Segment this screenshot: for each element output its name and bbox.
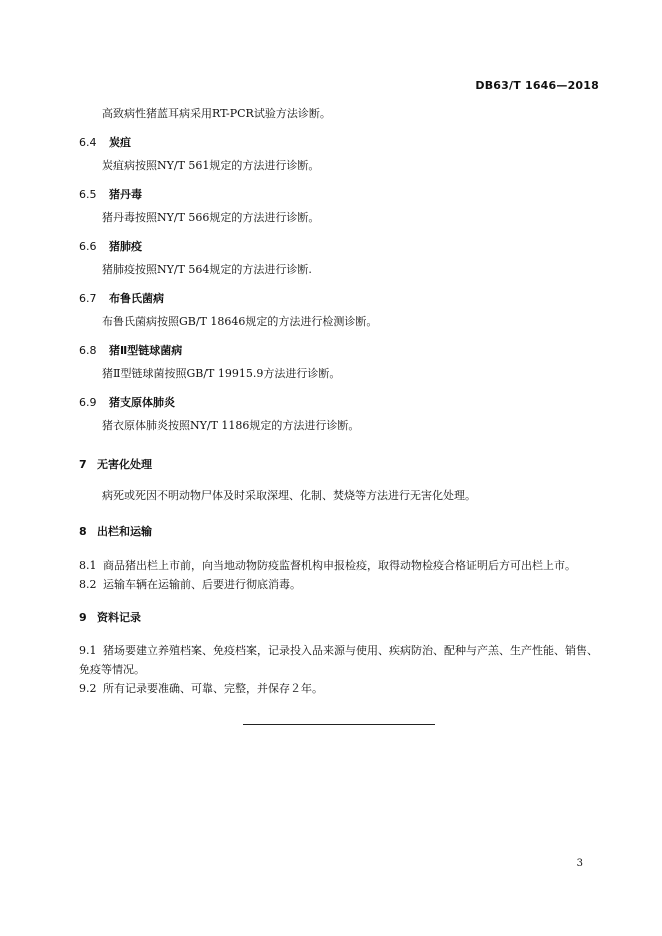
subsection-title: 猪支原体肺炎 (109, 396, 175, 409)
item-text: 所有记录要准确、可靠、完整，并保存２年。 (103, 682, 323, 695)
subsection-title: 猪Ⅱ型链球菌病 (109, 344, 183, 357)
subsection-number: 6.5 (79, 188, 97, 201)
section-title: 资料记录 (97, 611, 141, 624)
subsection-text: 布鲁氏菌病按照GB/T 18646规定的方法进行检测诊断。 (102, 315, 378, 328)
document-code: DB63/T 1646—2018 (475, 79, 599, 92)
item-text: 商品猪出栏上市前，向当地动物防疫监督机构申报检疫，取得动物检疫合格证明后方可出栏上市。 (103, 559, 576, 572)
item-text: 猪场要建立养殖档案、免疫档案，记录投入品来源与使用、疾病防治、配种与产羔、生产性能、销售、免疫等情况。 (79, 644, 598, 676)
subsection-heading (79, 238, 142, 254)
subsection-title: 猪肺疫 (109, 240, 142, 253)
subsection-heading (79, 394, 175, 410)
section-heading (79, 456, 152, 472)
item-number: 8.1 (79, 559, 97, 572)
page-number: 3 (576, 858, 583, 869)
end-rule (243, 724, 435, 725)
subsection-number: 6.7 (79, 292, 97, 305)
subsection-heading (79, 134, 131, 150)
subsection-heading (79, 186, 142, 202)
subsection-text: 炭疽病按照NY/T 561规定的方法进行诊断。 (102, 159, 320, 172)
subsection-title: 猪丹毒 (109, 188, 142, 201)
section-number: 8 (79, 525, 87, 538)
subsection-title: 布鲁氏菌病 (109, 292, 164, 305)
subsection-number: 6.6 (79, 240, 97, 253)
section-heading (79, 609, 141, 625)
intro-paragraph: 高致病性猪蓝耳病采用RT-PCR试验方法诊断。 (102, 107, 331, 120)
subsection-text: 猪丹毒按照NY/T 566规定的方法进行诊断。 (102, 211, 320, 224)
list-item (79, 641, 599, 679)
item-number: 9.1 (79, 644, 97, 657)
section-title: 无害化处理 (97, 458, 152, 471)
item-number: 8.2 (79, 578, 97, 591)
subsection-text: 猪衣原体肺炎按照NY/T 1186规定的方法进行诊断。 (102, 419, 360, 432)
section-heading (79, 523, 152, 539)
subsection-text: 猪肺疫按照NY/T 564规定的方法进行诊断. (102, 263, 312, 276)
subsection-number: 6.4 (79, 136, 97, 149)
section-text: 病死或死因不明动物尸体及时采取深埋、化制、焚烧等方法进行无害化处理。 (102, 489, 476, 502)
subsection-number: 6.8 (79, 344, 97, 357)
list-item (79, 575, 599, 594)
list-item (79, 679, 599, 698)
item-number: 9.2 (79, 682, 97, 695)
section-title: 出栏和运输 (97, 525, 152, 538)
section-number: 7 (79, 458, 87, 471)
subsection-number: 6.9 (79, 396, 97, 409)
section-number: 9 (79, 611, 87, 624)
subsection-text: 猪Ⅱ型链球菌按照GB/T 19915.9方法进行诊断。 (102, 367, 341, 380)
list-item (79, 556, 639, 575)
item-text: 运输车辆在运输前、后要进行彻底消毒。 (103, 578, 301, 591)
subsection-heading (79, 342, 182, 358)
subsection-heading (79, 290, 164, 306)
subsection-title: 炭疽 (109, 136, 131, 149)
